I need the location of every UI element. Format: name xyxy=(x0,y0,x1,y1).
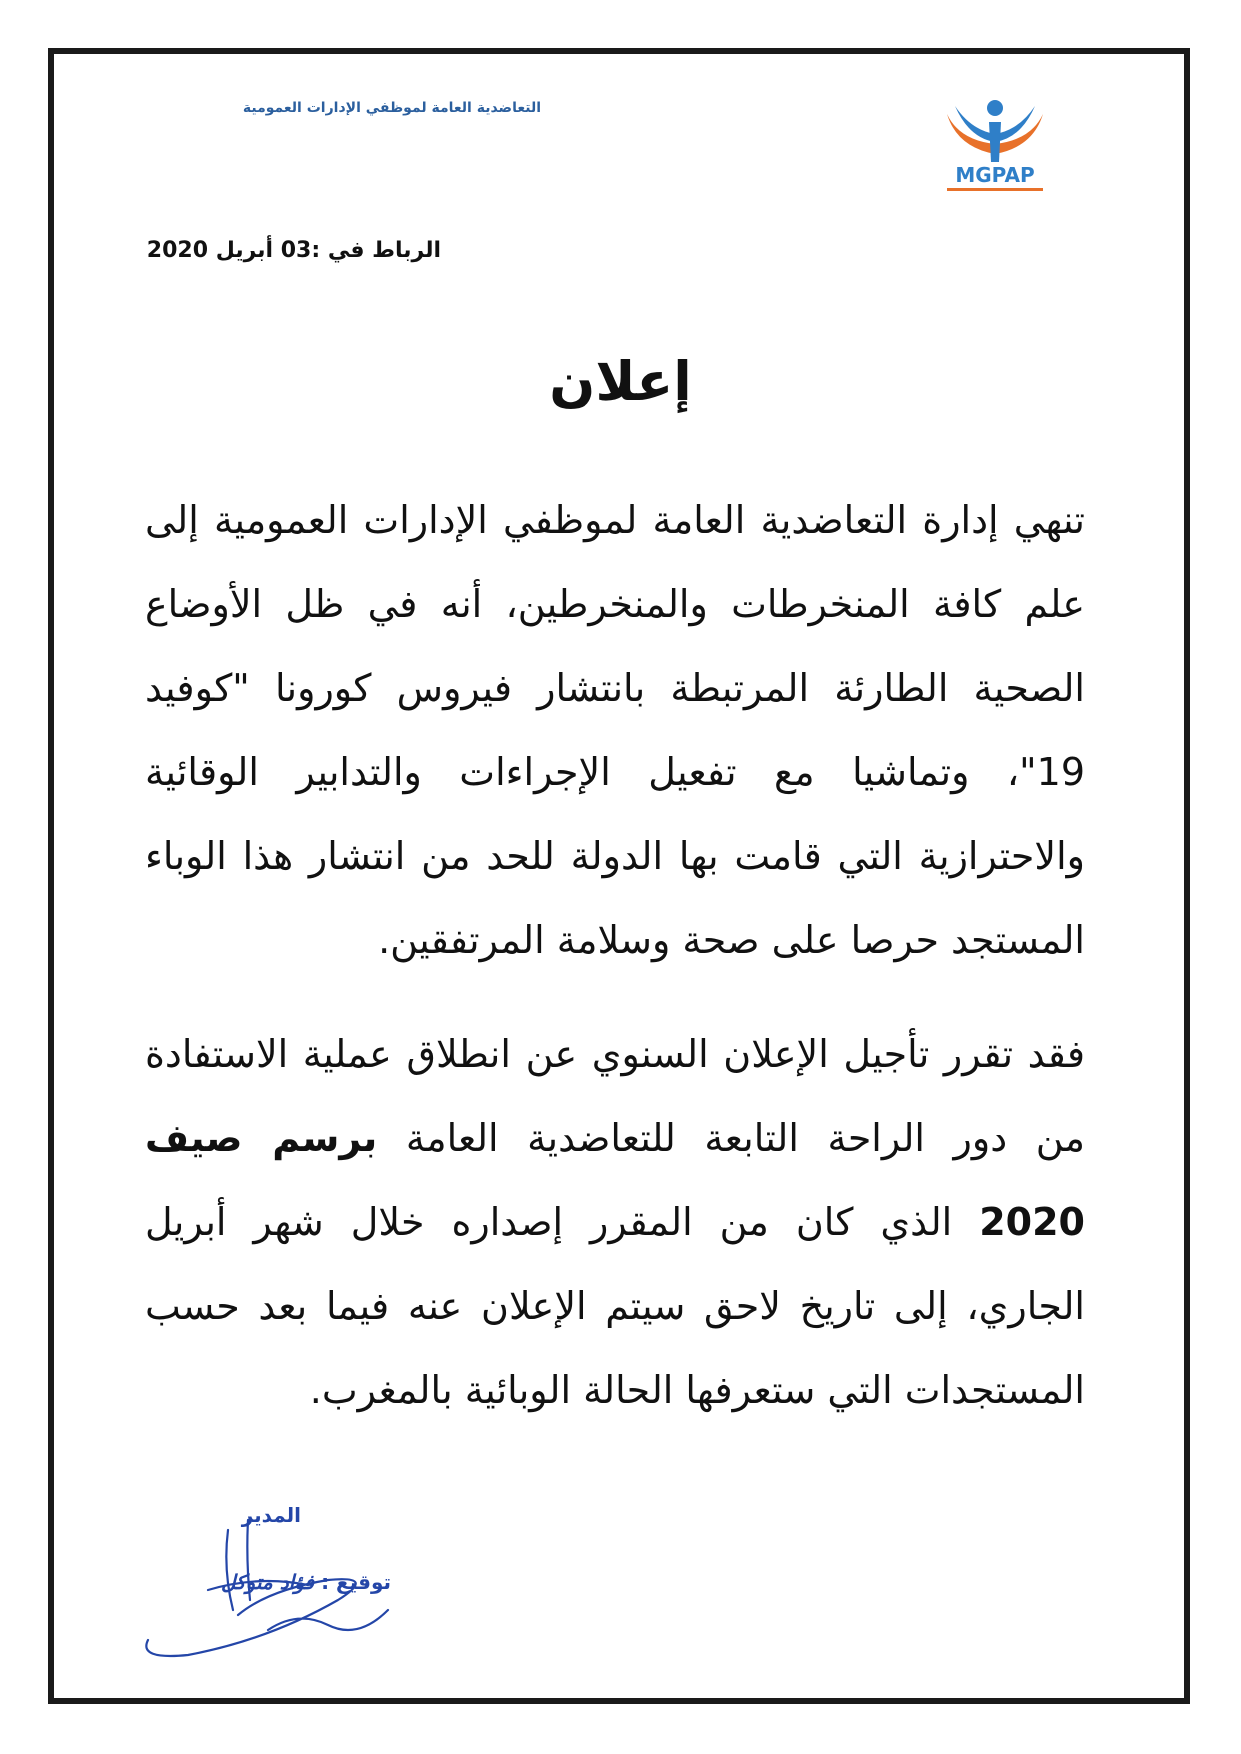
logo-figure-body xyxy=(989,122,1001,162)
logo-graphic xyxy=(935,92,1055,212)
organization-name: التعاضدية العامة لموظفي الإدارات العمومية xyxy=(242,100,541,116)
signature-label: توقيع : xyxy=(321,1570,391,1594)
paragraph-2-part-2: الذي كان من المقرر إصداره خلال شهر أبريل الجاري، إلى تاريخ لاحق سيتم الإعلان عنه فيما بعد حسب المستجدات التي ستعرفها الحالة الوبائية بالمغرب. xyxy=(145,1200,1085,1412)
paragraph-2-bold: برسم صيف 2020 xyxy=(145,1116,1085,1244)
logo-figure-head xyxy=(987,100,1003,116)
mgpap-logo xyxy=(935,92,1055,212)
paragraph-2 xyxy=(145,1012,1085,1432)
paragraph-1: تنهي إدارة التعاضدية العامة لموظفي الإدارات العمومية إلى علم كافة المنخرطات والمنخرطين، أنه في ظل الأوضاع الصحية الطارئة المرتبطة بانتشار فيروس كورونا "كوفيد 19"، وتماشيا مع تفعيل الإجراءات والتدابير الوقائية والاحترازية التي قامت بها الدولة للحد من انتشار هذا الوباء المستجد حرصا على صحة وسلامة المرتفقين. xyxy=(145,498,1085,962)
signatory-role: المدير xyxy=(241,1503,301,1527)
signature-scribble xyxy=(128,1490,408,1670)
date-line: الرباط في :03 أبريل 2020 xyxy=(146,238,441,263)
announcement-title: إعلان xyxy=(549,350,692,413)
signatory-name: فؤاد متوكل xyxy=(221,1570,315,1594)
handwritten-signature xyxy=(128,1490,408,1670)
logo-text: MGPAP xyxy=(955,163,1035,187)
paragraph-2-part-1: فقد تقرر تأجيل الإعلان السنوي عن انطلاق عملية الاستفادة من دور الراحة التابعة للتعاضدية العامة xyxy=(145,1032,1085,1160)
logo-underline xyxy=(947,188,1043,191)
